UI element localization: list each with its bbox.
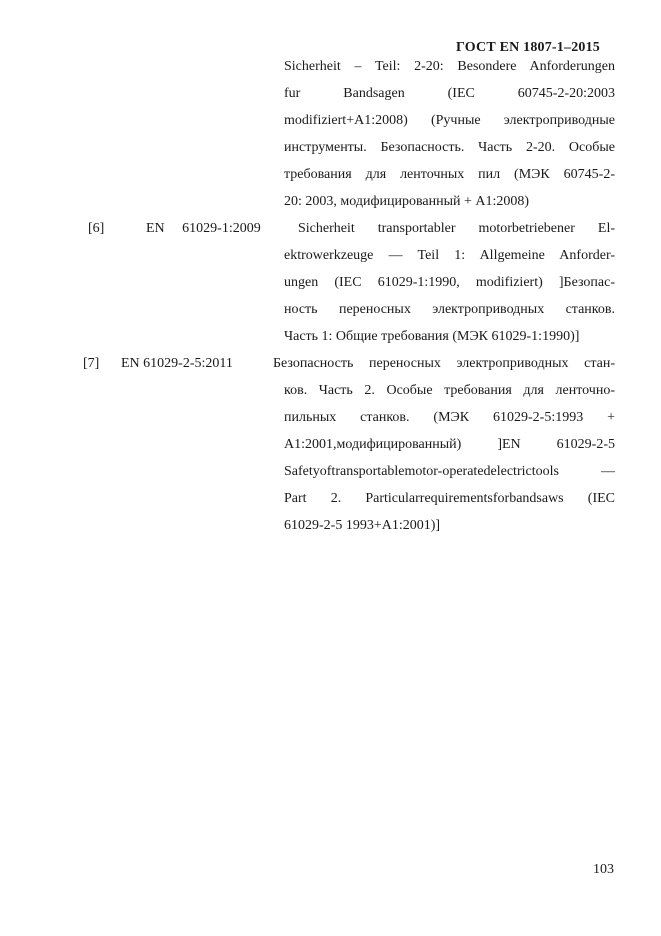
reference-6-line-4: ность переносных электроприводных станков. [284,302,615,317]
reference-7-line-3: пильных станков. (МЭК 61029-2-5:1993 + [284,410,615,425]
reference-7-standard: EN 61029-2-5:2011 [121,356,233,371]
reference-7-index: [7] [83,356,100,371]
continuation-line-5: требования для ленточных пил (МЭК 60745-2- [284,167,615,182]
reference-6-line-2: ektrowerkzeuge — Teil 1: Allgemeine Anforder- [284,248,615,263]
continuation-line-6: 20: 2003, модифицированный + A1:2008) [284,194,530,209]
reference-7-line-1: Безопасность переносных электроприводных стан- [273,356,615,371]
continuation-line-2: fur Bandsagen (IEC 60745-2-20:2003 [284,86,615,101]
reference-7-line-5: Safetyoftransportablemotor-operatedelectrictools — [284,464,615,479]
reference-6-index: [6] [88,221,105,236]
reference-7-line-7: 61029-2-5 1993+A1:2001)] [284,518,441,533]
reference-7-line-6: Part 2. Particularrequirementsforbandsaws (IEC [284,491,615,506]
reference-7-line-2: ков. Часть 2. Особые требования для ленточно- [284,383,615,398]
continuation-line-3: modifiziert+A1:2008) (Ручные электроприводные [284,113,615,128]
continuation-line-1: Sicherheit – Teil: 2-20: Besondere Anforderungen [284,59,615,74]
document-header-code: ГОСТ EN 1807-1–2015 [456,40,600,55]
continuation-line-4: инструменты. Безопасность. Часть 2-20. Особые [284,140,615,155]
reference-6-line-1: Sicherheit transportabler motorbetriebener El- [298,221,615,236]
reference-6-standard: EN 61029-1:2009 [146,221,261,236]
reference-6-line-3: ungen (IEC 61029-1:1990, modifiziert) ]Безопас- [284,275,615,290]
page-number: 103 [593,862,614,877]
reference-7-line-4: A1:2001,модифицированный) ]EN 61029-2-5 [284,437,615,452]
reference-6-line-5: Часть 1: Общие требования (МЭК 61029-1:1990)] [284,329,580,344]
